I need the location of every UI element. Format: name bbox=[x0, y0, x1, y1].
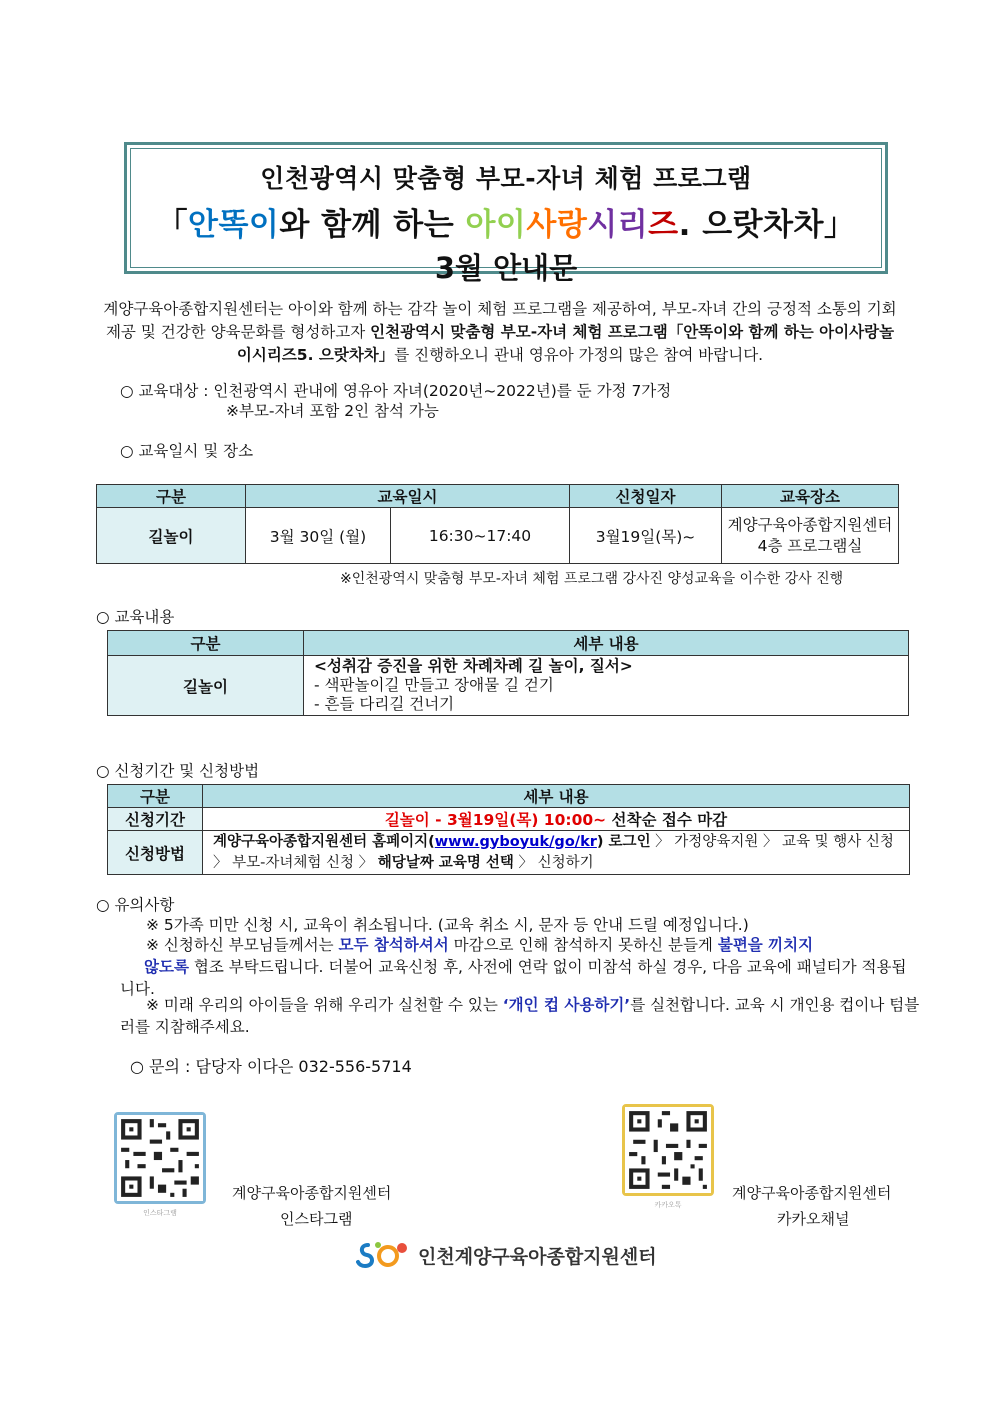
apply-method-label: 신청방법 bbox=[108, 831, 203, 875]
target-line: ○ 교육대상 : 인천광역시 관내에 영유아 자녀(2020년~2022년)를 둔 가정 7가정 bbox=[120, 382, 672, 400]
schedule-place bbox=[722, 508, 899, 564]
schedule-header: 교육일시 bbox=[246, 485, 570, 508]
title-box bbox=[124, 142, 888, 285]
apply-header: 구분 bbox=[108, 785, 203, 808]
content-table bbox=[107, 630, 909, 716]
org-logo-icon bbox=[356, 1239, 412, 1271]
notes-heading: ○ 유의사항 bbox=[96, 896, 175, 914]
series-char: 랑 bbox=[556, 207, 588, 243]
qr-code-icon bbox=[117, 1115, 203, 1201]
intro-paragraph bbox=[100, 298, 900, 367]
note-text: ※ 미래 우리의 아이들을 위해 우리가 실천할 수 있는 bbox=[146, 996, 503, 1014]
content-header: 세부 내용 bbox=[304, 631, 909, 656]
title-line3: 3월 안내문 bbox=[434, 251, 578, 285]
content-line: - 흔들 다리길 건너기 bbox=[314, 695, 455, 713]
content-details bbox=[304, 656, 909, 716]
note-text: ※ 신청하신 부모님들께서는 bbox=[146, 936, 339, 954]
content-header: 구분 bbox=[108, 631, 304, 656]
apply-period-red: 길놀이 - 3월19일(목) 10:00~ bbox=[384, 811, 607, 829]
method-bold: 계양구육아종합지원센터 홈페이지( bbox=[213, 833, 435, 850]
org-name: 인천계양구육아종합지원센터 bbox=[418, 1245, 657, 1268]
note-1: ※ 5가족 미만 신청 시, 교육이 취소됩니다. (교육 취소 시, 문자 등 안내 드릴 예정입니다.) bbox=[146, 916, 749, 934]
schedule-table bbox=[96, 484, 899, 564]
series-char: 리 bbox=[617, 207, 649, 243]
andoki-text: 안똑이 bbox=[188, 207, 280, 243]
method-bold: 해당날짜 교육명 선택 bbox=[377, 854, 514, 871]
series-char: 시 bbox=[587, 207, 618, 243]
note-text: 마감으로 인해 참석하지 못하신 분들게 bbox=[448, 936, 718, 954]
schedule-header: 구분 bbox=[97, 485, 246, 508]
note-text: 협조 부탁드립니다. 더불어 교육신청 후, 사전에 연락 없이 미참석 하실 경우, 다음 교육에 패널티가 적용됩니다. bbox=[120, 958, 907, 998]
title-inner bbox=[130, 148, 882, 285]
schedule-header: 신청일자 bbox=[570, 485, 722, 508]
schedule-note: ※인천광역시 맞춤형 부모-자녀 체험 프로그램 강사진 양성교육을 이수한 강사 진행 bbox=[340, 571, 844, 587]
content-category: 길놀이 bbox=[108, 656, 304, 716]
intro-bold: 인천광역시 맞춤형 부모-자녀 체험 프로그램「안똑이와 함께 하는 아이사랑놀이시리즈5. 으랏차차」 bbox=[236, 323, 895, 364]
bracket-open: 「 bbox=[156, 207, 188, 243]
note-emph: ‘개인 컵 사용하기’ bbox=[502, 996, 631, 1014]
note-3 bbox=[120, 994, 920, 1038]
note-text: 를 실천합니다. 교육 시 개인용 컵이나 텀블러를 지참해주세요. bbox=[120, 996, 920, 1036]
apply-period-rest: 선착순 접수 마감 bbox=[606, 811, 728, 829]
insta-qr-caption: 인스타그램 bbox=[143, 1209, 177, 1217]
method-text: 〉 부모-자녀체험 신청 〉 bbox=[213, 854, 378, 871]
org-logo bbox=[356, 1238, 657, 1272]
series-char: 아 bbox=[465, 207, 496, 243]
note-emph: 불편을 끼치지 bbox=[717, 936, 814, 954]
title-mid: 와 함께 하는 bbox=[279, 207, 466, 243]
title-line2 bbox=[131, 199, 881, 244]
place-line1: 계양구육아종합지원센터 bbox=[727, 515, 893, 534]
note-emph: 않도록 bbox=[144, 958, 189, 976]
intro-text-end: 를 진행하오니 관내 영유아 가정의 많은 참여 바랍니다. bbox=[394, 346, 764, 364]
schedule-time: 16:30~17:40 bbox=[391, 508, 570, 564]
kakao-label-line2: 카카오채널 bbox=[777, 1210, 850, 1228]
contact-line: ○ 문의 : 담당자 이다은 032-556-5714 bbox=[130, 1057, 412, 1076]
schedule-apply-date: 3월19일(목)~ bbox=[570, 508, 722, 564]
insta-qr-code[interactable] bbox=[114, 1112, 206, 1204]
series-char: 이 bbox=[495, 207, 527, 243]
note-emph: 모두 참석하셔서 bbox=[338, 936, 449, 954]
apply-table bbox=[107, 784, 910, 875]
schedule-header: 교육장소 bbox=[722, 485, 899, 508]
qr-code-icon bbox=[625, 1107, 711, 1193]
content-heading: ○ 교육내용 bbox=[96, 608, 175, 626]
apply-header: 세부 내용 bbox=[203, 785, 910, 808]
intro-text: 계양구육아종합지원센터는 아이와 함께 하는 감각 놀이 체험 프로그램을 제공하여, 부모-자녀 간의 긍정적 소통의 기회 제공 및 건강한 양육문화를 형성하고자 bbox=[103, 300, 897, 341]
apply-period bbox=[203, 808, 910, 831]
method-text: 〉 신청하기 bbox=[513, 854, 594, 871]
insta-label-line1: 계양구육아종합지원센터 bbox=[232, 1184, 392, 1202]
kakao-label-line1: 계양구육아종합지원센터 bbox=[732, 1184, 892, 1202]
kakao-qr-code[interactable] bbox=[622, 1104, 714, 1196]
apply-method bbox=[203, 831, 910, 875]
series-char: 사 bbox=[526, 207, 557, 243]
kakao-qr-caption: 카카오톡 bbox=[654, 1201, 682, 1209]
title-end: . 으랏차차 bbox=[678, 207, 824, 243]
series-char: 즈 bbox=[648, 207, 679, 243]
series-name bbox=[465, 207, 678, 243]
homepage-link[interactable]: www.gyboyuk/go/kr bbox=[434, 833, 597, 850]
target-note: ※부모-자녀 포함 2인 참석 가능 bbox=[226, 402, 439, 420]
bracket-close: 」 bbox=[823, 207, 856, 243]
apply-heading: ○ 신청기간 및 신청방법 bbox=[96, 762, 260, 780]
schedule-category: 길놀이 bbox=[97, 508, 246, 564]
title-line1: 인천광역시 맞춤형 부모-자녀 체험 프로그램 bbox=[260, 164, 752, 193]
method-text: 〉 가정양육지원 〉 교육 및 행사 신청 bbox=[650, 833, 894, 850]
schedule-heading: ○ 교육일시 및 장소 bbox=[120, 442, 254, 460]
insta-label-line2: 인스타그램 bbox=[280, 1210, 353, 1228]
content-line: <성취감 증진을 위한 차례차례 길 놀이, 질서> bbox=[314, 657, 633, 675]
apply-period-label: 신청기간 bbox=[108, 808, 203, 831]
schedule-date: 3월 30일 (월) bbox=[246, 508, 391, 564]
content-line: - 색판놀이길 만들고 장애물 길 걷기 bbox=[314, 676, 554, 694]
note-2 bbox=[120, 934, 920, 1000]
method-bold: ) 로그인 bbox=[596, 833, 651, 850]
place-line2: 4층 프로그램실 bbox=[757, 536, 863, 555]
